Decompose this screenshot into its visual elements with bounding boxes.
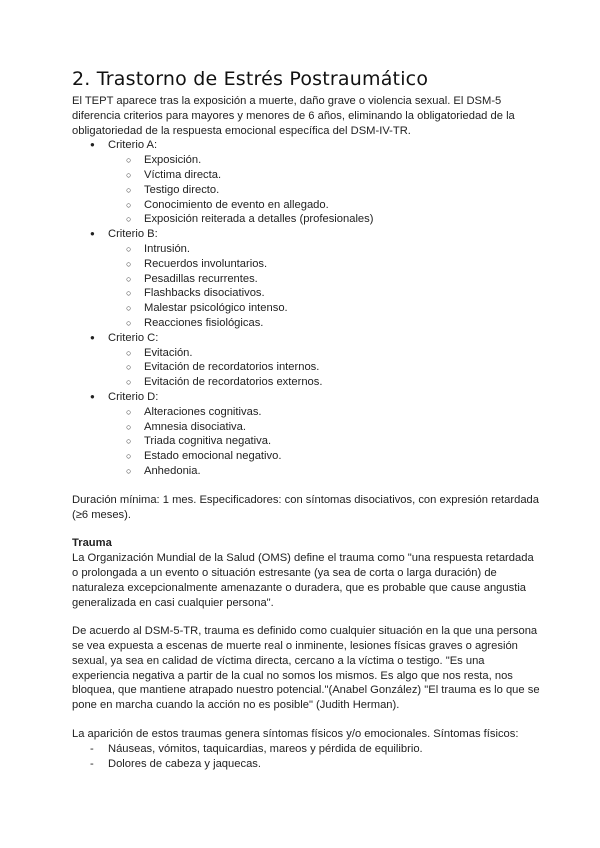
criterion-subitem-text: Amnesia disociativa. (144, 420, 246, 433)
intro-paragraph: El TEPT aparece tras la exposición a muerte, daño grave o violencia sexual. El DSM-5 diferencia criterios para mayores y menores de 6 años, eliminando la obligatoriedad de la obligatoriedad de la respuesta emocional específica del DSM-IV-TR. (72, 95, 515, 137)
criterion-subitem-text: Alteraciones cognitivas. (144, 405, 262, 418)
trauma-heading: Trauma (72, 537, 112, 550)
circle-bullet-icon: ○ (126, 199, 132, 210)
bullet-icon: ● (90, 391, 95, 401)
circle-bullet-icon: ○ (126, 421, 132, 432)
criterion-subitem (108, 286, 542, 301)
circle-bullet-icon: ○ (126, 451, 132, 462)
criterion-subitem (108, 375, 542, 390)
criterion-subitem (108, 346, 542, 361)
criterion-subitem (108, 183, 542, 198)
criterion-subitem-text: Testigo directo. (144, 183, 220, 196)
criterion-subitem (108, 405, 542, 420)
criterion-subitem (108, 316, 542, 331)
criterion-subitem-text: Intrusión. (144, 242, 191, 255)
criterion-subitem (108, 449, 542, 464)
circle-bullet-icon: ○ (126, 258, 132, 269)
criteria-list (72, 138, 542, 478)
symptom-item (72, 742, 542, 757)
circle-bullet-icon: ○ (126, 288, 132, 299)
criterion-subitem (108, 257, 542, 272)
criterion-subitem (108, 420, 542, 435)
circle-bullet-icon: ○ (126, 243, 132, 254)
circle-bullet-icon: ○ (126, 347, 132, 358)
criterion-item (72, 227, 542, 331)
criterion-subitem-text: Flashbacks disociativos. (144, 287, 265, 300)
criterion-subitem (108, 434, 542, 449)
criterion-subitem (108, 272, 542, 287)
criterion-subitem-text: Reacciones fisiológicas. (144, 316, 264, 329)
symptom-item (72, 757, 542, 772)
circle-bullet-icon: ○ (126, 406, 132, 417)
criterion-item (72, 331, 542, 390)
dash-bullet-icon: - (90, 757, 94, 770)
circle-bullet-icon: ○ (126, 362, 132, 373)
circle-bullet-icon: ○ (126, 155, 132, 166)
bullet-icon: ● (90, 229, 95, 239)
criterion-subitem (108, 301, 542, 316)
criterion-subitem-text: Recuerdos involuntarios. (144, 257, 268, 270)
criterion-subitem (108, 153, 542, 168)
criterion-item (72, 138, 542, 227)
trauma-oms-paragraph: La Organización Mundial de la Salud (OMS) define el trauma como "una respuesta retardada o prolongada a un evento o situación estresante (ya sea de corta o larga duración) de naturaleza excepcionalmente amenazante o duradera, que es probable que cause angustia generalizada en casi cualquier persona". (72, 552, 534, 609)
criterion-subitem-text: Pesadillas recurrentes. (144, 272, 258, 285)
criterion-label: Criterio D: (108, 390, 159, 403)
criterion-label: Criterio C: (108, 331, 159, 344)
criterion-subitem-text: Triada cognitiva negativa. (144, 435, 272, 448)
criterion-subitem-text: Anhedonia. (144, 464, 201, 477)
bullet-icon: ● (90, 140, 95, 150)
circle-bullet-icon: ○ (126, 377, 132, 388)
criterion-subitem-text: Evitación de recordatorios internos. (144, 361, 320, 374)
criterion-sublist (108, 405, 542, 479)
bullet-icon: ● (90, 332, 95, 342)
circle-bullet-icon: ○ (126, 273, 132, 284)
circle-bullet-icon: ○ (126, 465, 132, 476)
symptoms-intro: La aparición de estos traumas genera síntomas físicos y/o emocionales. Síntomas físicos: (72, 728, 519, 741)
criterion-subitem-text: Conocimiento de evento en allegado. (144, 198, 329, 211)
trauma-dsm-paragraph: De acuerdo al DSM-5-TR, trauma es definido como cualquier situación en la que una persona se vea expuesta a escenas de muerte real o inminente, lesiones físicas graves o agresión sexual, ya sea en calidad de víctima directa, cercano a la víctima o testigo. "Es una experiencia negativa a partir de la cual no somos los mismos. Es algo que nos resta, nos bloquea, que mantiene atrapado nuestro potencial."(Anabel González) "El trauma es lo que se pone en marcha cuando la acción no es posible" (Judith Herman). (72, 625, 540, 712)
section-title: 2. Trastorno de Estrés Postraumático (72, 68, 429, 90)
criterion-subitem (108, 168, 542, 183)
criterion-subitem (108, 242, 542, 257)
circle-bullet-icon: ○ (126, 214, 132, 225)
symptom-text: Dolores de cabeza y jaquecas. (108, 757, 261, 770)
symptom-text: Náuseas, vómitos, taquicardias, mareos y pérdida de equilibrio. (108, 742, 423, 755)
criterion-subitem (108, 360, 542, 375)
criterion-subitem (108, 464, 542, 479)
criterion-subitem-text: Víctima directa. (144, 168, 222, 181)
criterion-subitem-text: Exposición reiterada a detalles (profesionales) (144, 213, 374, 226)
criterion-subitem-text: Evitación. (144, 346, 193, 359)
criterion-subitem-text: Exposición. (144, 154, 202, 167)
criterion-subitem-text: Evitación de recordatorios externos. (144, 376, 323, 389)
criterion-sublist (108, 346, 542, 390)
circle-bullet-icon: ○ (126, 317, 132, 328)
duration-paragraph: Duración mínima: 1 mes. Especificadores: con síntomas disociativos, con expresión retardada (≥6 meses). (72, 493, 539, 521)
criterion-subitem-text: Estado emocional negativo. (144, 450, 282, 463)
circle-bullet-icon: ○ (126, 303, 132, 314)
criterion-subitem (108, 212, 542, 227)
circle-bullet-icon: ○ (126, 184, 132, 195)
criterion-item (72, 390, 542, 479)
circle-bullet-icon: ○ (126, 169, 132, 180)
dash-bullet-icon: - (90, 742, 94, 755)
criterion-subitem (108, 198, 542, 213)
criterion-label: Criterio A: (108, 139, 158, 152)
circle-bullet-icon: ○ (126, 436, 132, 447)
criterion-label: Criterio B: (108, 228, 158, 241)
symptoms-list (72, 742, 542, 772)
criterion-sublist (108, 153, 542, 227)
document-page (72, 68, 542, 771)
criterion-subitem-text: Malestar psicológico intenso. (144, 302, 288, 315)
criterion-sublist (108, 242, 542, 331)
